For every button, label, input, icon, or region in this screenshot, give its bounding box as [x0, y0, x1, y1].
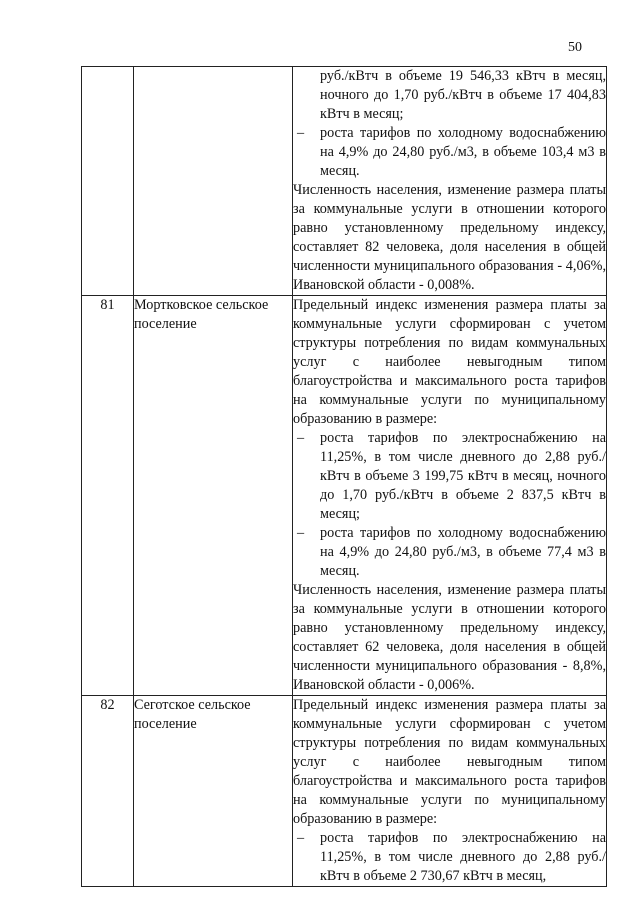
- row-description: [293, 296, 607, 696]
- row-number: 81: [82, 296, 134, 696]
- dash-marker: –: [297, 525, 305, 541]
- list-item: [293, 829, 606, 886]
- dash-marker: –: [297, 125, 305, 141]
- row-number: [82, 67, 134, 296]
- dash-marker: –: [297, 830, 305, 846]
- municipality-name: [134, 67, 293, 296]
- list-item-text: роста тарифов по холодному водоснабжению на 4,9% до 24,80 руб./м3, в объеме 103,4 м3 в месяц.: [320, 125, 606, 179]
- intro-text: Предельный индекс изменения размера платы за коммунальные услуги сформирован с учетом структуры потребления по видам коммунальных услуг с наиболее невыгодным типом благоустройства и максимального роста тарифов на коммунальные услуги по муниципальному образованию в размере:: [293, 697, 606, 827]
- list-item: [293, 124, 606, 181]
- municipality-name: Сеготское сельское поселение: [134, 696, 293, 887]
- table-row: [82, 696, 607, 887]
- table-row: [82, 296, 607, 696]
- tariff-table: [81, 66, 607, 887]
- list-item-text: роста тарифов по холодному водоснабжению на 4,9% до 24,80 руб./м3, в объеме 77,4 м3 в месяц.: [320, 525, 606, 579]
- row-description: [293, 67, 607, 296]
- dash-marker: –: [297, 430, 305, 446]
- tariff-list: [293, 124, 606, 181]
- continued-text: руб./кВтч в объеме 19 546,33 кВтч в месяц, ночного до 1,70 руб./кВтч в объеме 17 404,83 кВтч в месяц;: [320, 68, 606, 122]
- row-description: [293, 696, 607, 887]
- list-item-text: роста тарифов по электроснабжению на 11,25%, в том числе дневного до 2,88 руб./кВтч в объеме 2 730,67 кВтч в месяц,: [320, 830, 606, 884]
- list-item-text: роста тарифов по электроснабжению на 11,25%, в том числе дневного до 2,88 руб./кВтч в объеме 3 199,75 кВтч в месяц, ночного до 1,70 руб./кВтч в объеме 2 837,5 кВтч в месяц;: [320, 430, 606, 522]
- tariff-list: [293, 829, 606, 886]
- population-text: Численность населения, изменение размера платы за коммунальные услуги в отношении которого равно установленному предельному индексу, составляет 82 человека, доля населения в общей численности муниципального образования - 4,06%, Ивановской области - 0,008%.: [293, 182, 606, 293]
- population-text: Численность населения, изменение размера платы за коммунальные услуги в отношении которого равно установленному предельному индексу, составляет 62 человека, доля населения в общей численности муниципального образования - 8,8%, Ивановской области - 0,006%.: [293, 582, 606, 693]
- page-number: 50: [568, 40, 582, 55]
- tariff-list: [293, 429, 606, 581]
- list-item: [293, 429, 606, 524]
- municipality-name: Мортковское сельское поселение: [134, 296, 293, 696]
- intro-text: Предельный индекс изменения размера платы за коммунальные услуги сформирован с учетом структуры потребления по видам коммунальных услуг с наиболее невыгодным типом благоустройства и максимального роста тарифов на коммунальные услуги по муниципальному образованию в размере:: [293, 297, 606, 427]
- row-number: 82: [82, 696, 134, 887]
- list-item: [293, 524, 606, 581]
- table-row: [82, 67, 607, 296]
